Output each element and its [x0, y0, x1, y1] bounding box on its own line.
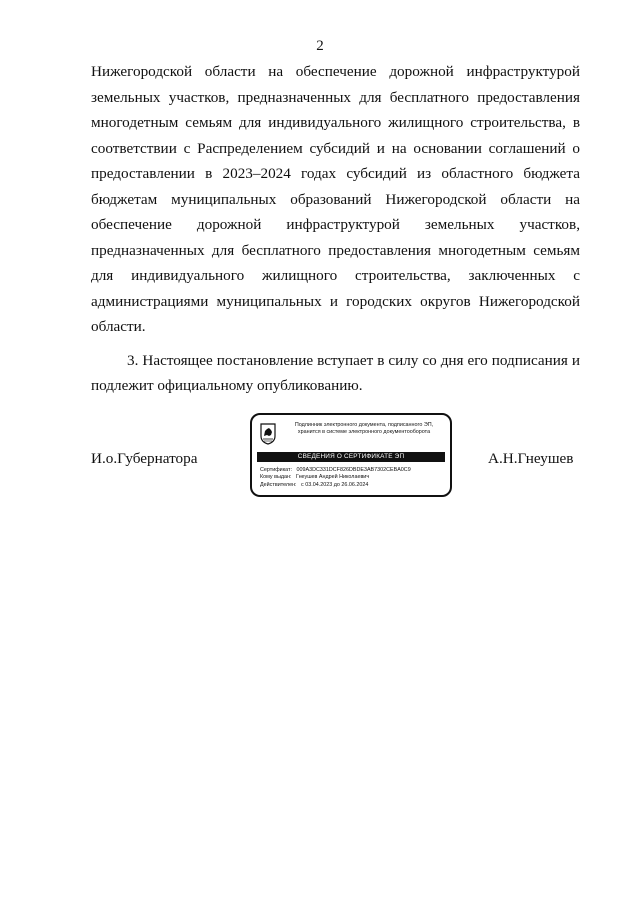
coat-of-arms-icon — [260, 423, 276, 445]
issued-label: Кому выдан: — [260, 474, 292, 481]
stamp-issued-row — [260, 474, 448, 481]
page-number: 2 — [316, 38, 324, 54]
stamp-header-line: Подлинник электронного документа, подписанного ЭП, — [294, 422, 434, 428]
valid-value: с 03.04.2023 до 26.06.2024 — [301, 481, 369, 488]
paragraph-3: 3. Настоящее постановление вступает в силу со дня его подписания и подлежит официальному опубликованию. — [91, 351, 580, 394]
issued-value: Гнеушев Андрей Николаевич — [295, 474, 370, 481]
document-body — [91, 59, 580, 399]
stamp-certificate-info — [260, 467, 448, 489]
stamp-header — [280, 422, 448, 436]
paragraph-continuation: Нижегородской области на обеспечение дорожной инфраструктурой земельных участков, предназначенных для бесплатного предоставления многодетным семьям для индивидуального жилищного строительства, в соответствии с Распределением субсидий и на основании соглашений о предоставлении в 2023–2024 годах субсидий из областного бюджета бюджетам муниципальных образований Нижегородской области на обеспечение дорожной инфраструктурой земельных участков, предназначенных для бесплатного предоставления многодетным семьям для индивидуального жилищного строительства, заключенных с администрациями муниципальных и городских округов Нижегородской области. — [91, 63, 580, 335]
cert-label: Сертификат: — [260, 467, 293, 473]
stamp-valid-row — [260, 482, 448, 489]
signatory-position: И.о.Губернатора — [91, 450, 198, 467]
cert-value: 009A3DC331DCF826DBDE3AB7302CEBA0C9 — [296, 467, 411, 473]
signatory-name: А.Н.Гнеушев — [488, 450, 574, 467]
valid-label: Действителен: — [260, 481, 297, 488]
electronic-signature-stamp — [250, 413, 452, 497]
stamp-title-bar: СВЕДЕНИЯ О СЕРТИФИКАТЕ ЭП — [257, 452, 445, 462]
stamp-header-line: хранится в системе электронного документооборота — [297, 429, 431, 435]
